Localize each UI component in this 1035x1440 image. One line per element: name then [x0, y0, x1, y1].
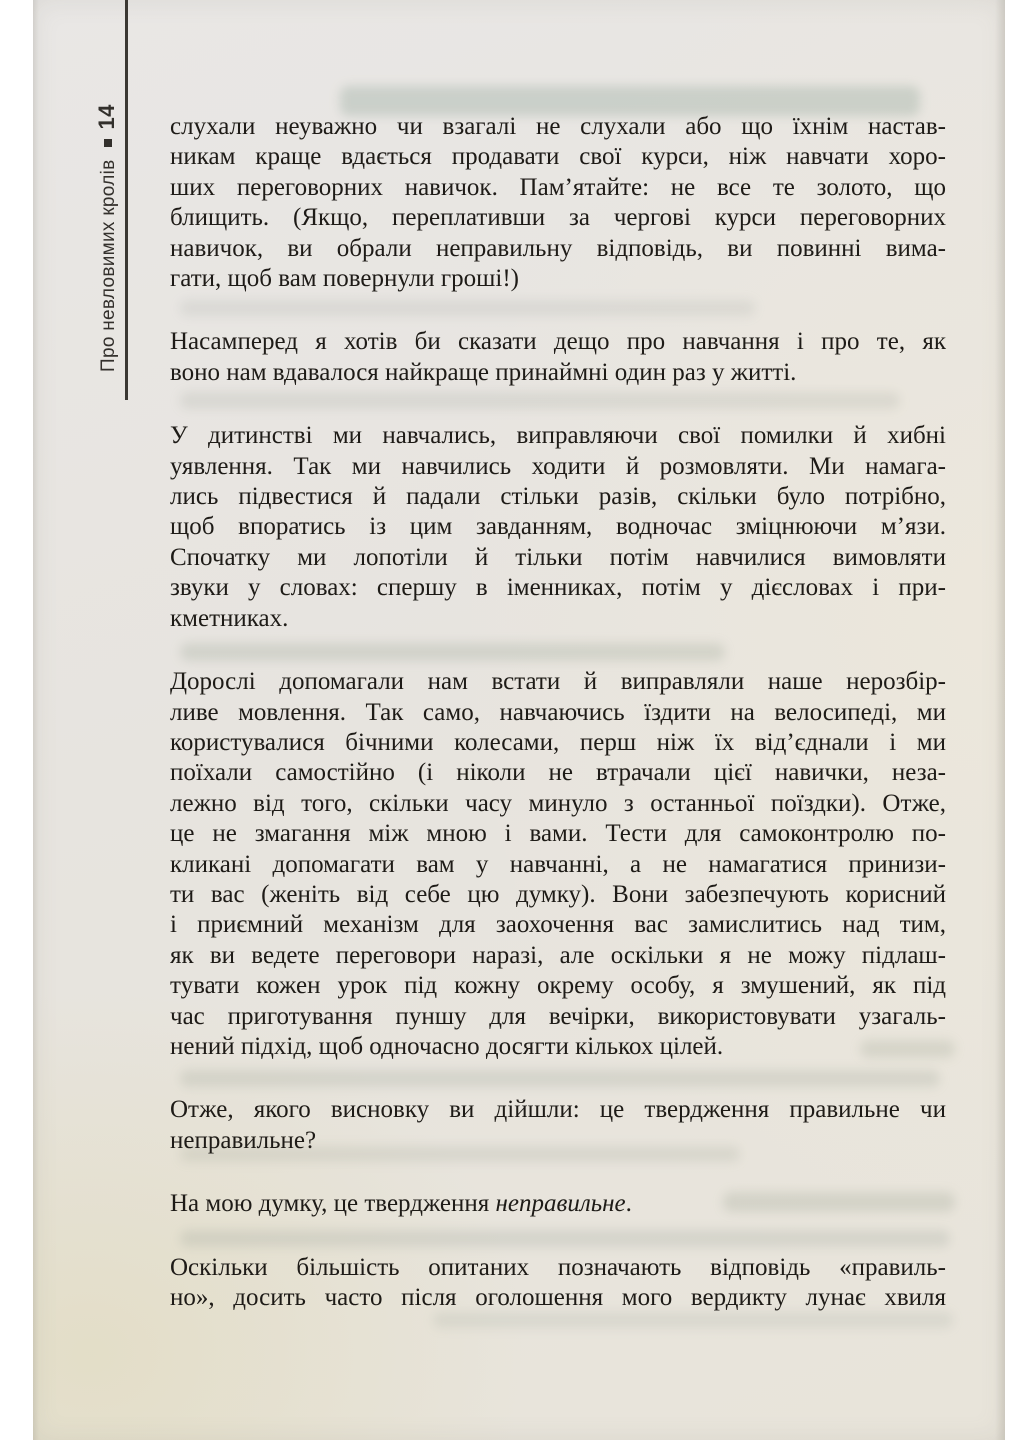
text-line: Отже, якого висновку ви дійшли: це твердження правильне чи — [170, 1096, 946, 1124]
text-line: Спочатку ми лопотіли й тільки потім навчилися вимовляти — [170, 543, 946, 571]
text-line: лись підвестися й падали стільки разів, скільки було потрібно, — [170, 483, 946, 511]
text-line: ших переговорних навичок. Пам’ятайте: не все те золото, що — [170, 173, 946, 201]
page-number: 14 — [94, 104, 119, 130]
chapter-title: Про невловимих кролів — [98, 159, 119, 372]
body-text — [170, 112, 946, 1346]
sidebar-rule — [125, 0, 128, 400]
paragraph — [170, 1095, 946, 1156]
text-line: уявлення. Так ми навчились ходити й розмовляти. Ми намага- — [170, 452, 946, 480]
text-line: кметниках. — [170, 604, 289, 632]
text-line: но», досить часто після оголошення мого вердикту лунає хвиля — [170, 1284, 946, 1311]
text-line: никам краще вдається продавати свої курси, ніж навчати хоро- — [170, 143, 946, 171]
paragraph — [170, 327, 946, 388]
square-bullet-icon — [104, 139, 112, 147]
text-line: ливе мовлення. Так само, навчаючись їздити на велосипеді, ми — [170, 698, 946, 726]
text-line: лежно від того, скільки часу минуло з останньої поїздки). Отже, — [170, 789, 946, 817]
text-line: блищить. (Якщо, переплативши за чергові курси переговорних — [170, 204, 946, 232]
text-line: На мою думку, це твердження неправильне. — [170, 1190, 632, 1218]
text-line: неправильне? — [170, 1126, 317, 1154]
text-line: щоб впоратись із цим завданням, водночас зміцнюючи м’язи. — [170, 513, 946, 541]
paragraph — [170, 421, 946, 634]
text-line: Оскільки більшість опитаних позначають відповідь «правиль- — [170, 1253, 946, 1281]
text-line: ти вас (женіть від себе цю думку). Вони забезпечують корисний — [170, 880, 946, 908]
page — [33, 0, 1005, 1440]
text-line: як ви ведете переговори наразі, але оскільки я не можу підлаш- — [170, 941, 946, 969]
text-line: кликані допомагати вам у навчанні, а не намагатися принизи- — [170, 850, 946, 878]
text-line: навичок, ви обрали неправильну відповідь, ви повинні вима- — [170, 234, 946, 262]
paragraph — [170, 667, 946, 1062]
text-line: гати, щоб вам повернули гроші!) — [170, 265, 519, 293]
paragraph — [170, 112, 946, 294]
text-line: воно нам вдавалося найкраще принаймні один раз у житті. — [170, 358, 797, 386]
text-line: У дитинстві ми навчались, виправляючи свої помилки й хибні — [170, 422, 946, 450]
text-line: час приготування пуншу для вечірки, використовувати узагаль- — [170, 1002, 946, 1030]
text-line: поїхали самостійно (і ніколи не втрачали цієї навички, неза- — [170, 759, 946, 787]
paragraph — [170, 1189, 946, 1219]
text-line: звуки у словах: спершу в іменниках, потім у дієсловах і при- — [170, 574, 946, 602]
text-line: нений підхід, щоб одночасно досягти кількох цілей. — [170, 1032, 724, 1060]
text-line: і приємний механізм для заохочення вас замислитись над тим, — [170, 911, 946, 939]
text-line: це не змагання між мною і вами. Тести для самоконтролю по- — [170, 820, 946, 848]
running-head — [91, 104, 125, 372]
text-line: слухали неуважно чи взагалі не слухали або що їхнім настав- — [170, 113, 946, 140]
text-line: користувалися бічними колесами, перш ніж їх від’єднали і ми — [170, 728, 946, 756]
text-line: тувати кожен урок під кожну окрему особу, я змушений, як під — [170, 972, 946, 1000]
text-line: Насамперед я хотів би сказати дещо про навчання і про те, як — [170, 328, 946, 356]
paragraph — [170, 1253, 946, 1314]
text-line: Дорослі допомагали нам встати й виправляли наше нерозбір- — [170, 668, 946, 696]
